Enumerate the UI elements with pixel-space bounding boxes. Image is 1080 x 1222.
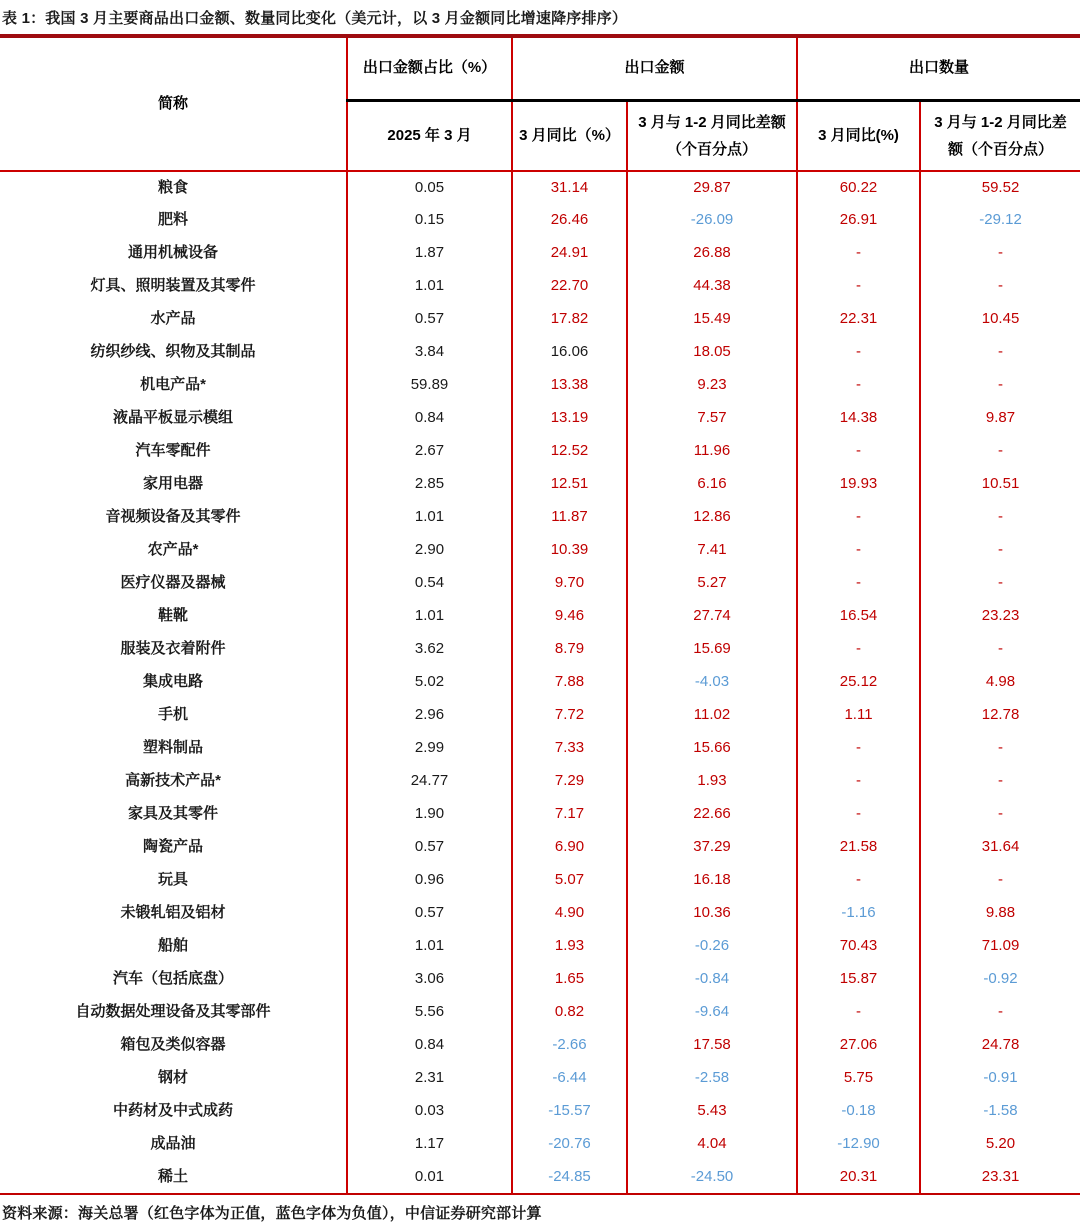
quantity-yoy-cell: - <box>797 270 920 303</box>
quantity-diff-cell: 9.87 <box>920 402 1080 435</box>
share-value-cell: 0.57 <box>347 831 512 864</box>
export-data-table <box>0 34 1080 1195</box>
share-value-cell: 0.57 <box>347 303 512 336</box>
share-value-cell: 2.90 <box>347 534 512 567</box>
quantity-diff-cell: - <box>920 798 1080 831</box>
amount-yoy-cell: 5.07 <box>512 864 627 897</box>
quantity-diff-cell: - <box>920 534 1080 567</box>
product-name-cell: 水产品 <box>150 310 196 328</box>
quantity-yoy-cell: - <box>797 765 920 798</box>
quantity-yoy-cell: 5.75 <box>797 1062 920 1095</box>
column-header-name: 简称 <box>0 36 347 171</box>
product-name-cell: 箱包及类似容器 <box>120 1036 226 1054</box>
quantity-yoy-cell: 60.22 <box>797 171 920 204</box>
table-row <box>0 501 1080 534</box>
amount-diff-cell: 10.36 <box>627 897 797 930</box>
table-header <box>0 36 1080 171</box>
share-value-cell: 3.62 <box>347 633 512 666</box>
table-row <box>0 1128 1080 1161</box>
quantity-diff-cell: 5.20 <box>920 1128 1080 1161</box>
quantity-diff-cell: 9.88 <box>920 897 1080 930</box>
table-row <box>0 1161 1080 1194</box>
amount-yoy-cell: 4.90 <box>512 897 627 930</box>
amount-diff-cell: 17.58 <box>627 1029 797 1062</box>
amount-yoy-cell: 31.14 <box>512 171 627 204</box>
quantity-diff-cell: - <box>920 336 1080 369</box>
amount-diff-cell: 5.27 <box>627 567 797 600</box>
column-header-share-period: 2025 年 3 月 <box>347 100 512 171</box>
table-row <box>0 567 1080 600</box>
table-row <box>0 369 1080 402</box>
product-name-cell: 中药材及中式成药 <box>112 1102 233 1120</box>
product-name-cell: 农产品* <box>147 541 199 559</box>
share-value-cell: 1.01 <box>347 501 512 534</box>
amount-diff-cell: 6.16 <box>627 468 797 501</box>
share-value-cell: 2.96 <box>347 699 512 732</box>
share-value-cell: 3.84 <box>347 336 512 369</box>
table-row <box>0 171 1080 204</box>
amount-diff-cell: 4.04 <box>627 1128 797 1161</box>
amount-yoy-cell: 8.79 <box>512 633 627 666</box>
quantity-yoy-cell: 26.91 <box>797 204 920 237</box>
product-name-cell: 肥料 <box>157 211 188 229</box>
quantity-yoy-cell: 15.87 <box>797 963 920 996</box>
amount-diff-cell: 18.05 <box>627 336 797 369</box>
amount-yoy-cell: 7.72 <box>512 699 627 732</box>
amount-yoy-cell: 7.17 <box>512 798 627 831</box>
product-name-cell: 成品油 <box>150 1135 196 1153</box>
column-header-share-group: 出口金额占比（%） <box>347 36 512 100</box>
product-name-cell: 粮食 <box>157 178 188 196</box>
column-header-amount-diff: 3 月与 1-2 月同比差额（个百分点） <box>627 100 797 171</box>
quantity-yoy-cell: 25.12 <box>797 666 920 699</box>
quantity-yoy-cell: - <box>797 237 920 270</box>
amount-diff-cell: 27.74 <box>627 600 797 633</box>
quantity-yoy-cell: - <box>797 864 920 897</box>
share-value-cell: 1.17 <box>347 1128 512 1161</box>
quantity-diff-cell: - <box>920 501 1080 534</box>
table-row <box>0 765 1080 798</box>
amount-yoy-cell: 12.51 <box>512 468 627 501</box>
product-name-cell: 鞋靴 <box>157 607 188 625</box>
column-header-amount-group: 出口金额 <box>512 36 797 100</box>
amount-diff-cell: 9.23 <box>627 369 797 402</box>
product-name-cell: 纺织纱线、织物及其制品 <box>90 343 256 361</box>
table-row <box>0 831 1080 864</box>
product-name-cell: 船舶 <box>157 937 188 955</box>
amount-diff-cell: 15.69 <box>627 633 797 666</box>
amount-diff-cell: 11.96 <box>627 435 797 468</box>
quantity-diff-cell: 24.78 <box>920 1029 1080 1062</box>
amount-diff-cell: -24.50 <box>627 1161 797 1194</box>
amount-diff-cell: 12.86 <box>627 501 797 534</box>
column-header-amount-yoy: 3 月同比（%） <box>512 100 627 171</box>
amount-yoy-cell: 12.52 <box>512 435 627 468</box>
table-body <box>0 171 1080 1194</box>
quantity-diff-cell: - <box>920 435 1080 468</box>
product-name-cell: 手机 <box>157 706 188 724</box>
amount-diff-cell: -4.03 <box>627 666 797 699</box>
amount-diff-cell: 44.38 <box>627 270 797 303</box>
quantity-yoy-cell: 70.43 <box>797 930 920 963</box>
amount-yoy-cell: 11.87 <box>512 501 627 534</box>
table-row <box>0 204 1080 237</box>
product-name-cell: 服装及衣着附件 <box>120 640 226 658</box>
quantity-yoy-cell: -1.16 <box>797 897 920 930</box>
column-header-quantity-yoy: 3 月同比(%) <box>797 100 920 171</box>
quantity-yoy-cell: 1.11 <box>797 699 920 732</box>
quantity-diff-cell: - <box>920 633 1080 666</box>
table-row <box>0 996 1080 1029</box>
share-value-cell: 59.89 <box>347 369 512 402</box>
amount-yoy-cell: 17.82 <box>512 303 627 336</box>
amount-yoy-cell: -24.85 <box>512 1161 627 1194</box>
share-value-cell: 0.84 <box>347 402 512 435</box>
share-value-cell: 0.57 <box>347 897 512 930</box>
quantity-yoy-cell: - <box>797 534 920 567</box>
table-row <box>0 699 1080 732</box>
product-name-cell: 家具及其零件 <box>127 805 218 823</box>
product-name-cell: 玩具 <box>157 871 188 889</box>
quantity-yoy-cell: - <box>797 435 920 468</box>
quantity-yoy-cell: - <box>797 798 920 831</box>
quantity-diff-cell: - <box>920 732 1080 765</box>
share-value-cell: 0.15 <box>347 204 512 237</box>
quantity-diff-cell: 10.45 <box>920 303 1080 336</box>
amount-diff-cell: 37.29 <box>627 831 797 864</box>
quantity-yoy-cell: 19.93 <box>797 468 920 501</box>
amount-diff-cell: 22.66 <box>627 798 797 831</box>
product-name-cell: 汽车零配件 <box>135 442 211 460</box>
amount-yoy-cell: 1.65 <box>512 963 627 996</box>
share-value-cell: 1.01 <box>347 270 512 303</box>
header-group-row <box>0 36 1080 100</box>
product-name-cell: 钢材 <box>157 1069 188 1087</box>
amount-yoy-cell: 7.33 <box>512 732 627 765</box>
quantity-yoy-cell: - <box>797 633 920 666</box>
table-row <box>0 1062 1080 1095</box>
amount-yoy-cell: 13.19 <box>512 402 627 435</box>
quantity-diff-cell: -0.91 <box>920 1062 1080 1095</box>
amount-yoy-cell: 6.90 <box>512 831 627 864</box>
share-value-cell: 0.54 <box>347 567 512 600</box>
quantity-diff-cell: - <box>920 237 1080 270</box>
share-value-cell: 0.03 <box>347 1095 512 1128</box>
amount-diff-cell: 26.88 <box>627 237 797 270</box>
amount-diff-cell: -2.58 <box>627 1062 797 1095</box>
amount-yoy-cell: 7.29 <box>512 765 627 798</box>
quantity-yoy-cell: 14.38 <box>797 402 920 435</box>
table-row <box>0 600 1080 633</box>
product-name-cell: 机电产品* <box>140 376 206 394</box>
amount-yoy-cell: 13.38 <box>512 369 627 402</box>
amount-yoy-cell: -20.76 <box>512 1128 627 1161</box>
amount-yoy-cell: -2.66 <box>512 1029 627 1062</box>
share-value-cell: 2.99 <box>347 732 512 765</box>
share-value-cell: 0.84 <box>347 1029 512 1062</box>
amount-yoy-cell: 0.82 <box>512 996 627 1029</box>
table-row <box>0 930 1080 963</box>
product-name-cell: 灯具、照明装置及其零件 <box>90 277 256 295</box>
quantity-yoy-cell: - <box>797 369 920 402</box>
source-note: 资料来源：海关总署（红色字体为正值，蓝色字体为负值），中信证券研究部计算 <box>2 1205 542 1222</box>
amount-yoy-cell: 9.46 <box>512 600 627 633</box>
amount-yoy-cell: 1.93 <box>512 930 627 963</box>
share-value-cell: 0.96 <box>347 864 512 897</box>
amount-yoy-cell: 16.06 <box>512 336 627 369</box>
quantity-yoy-cell: - <box>797 732 920 765</box>
quantity-yoy-cell: 20.31 <box>797 1161 920 1194</box>
quantity-diff-cell: -0.92 <box>920 963 1080 996</box>
quantity-diff-cell: - <box>920 996 1080 1029</box>
share-value-cell: 1.01 <box>347 930 512 963</box>
amount-diff-cell: 29.87 <box>627 171 797 204</box>
amount-yoy-cell: 22.70 <box>512 270 627 303</box>
quantity-diff-cell: - <box>920 369 1080 402</box>
column-header-quantity-diff: 3 月与 1-2 月同比差额（个百分点） <box>920 100 1080 171</box>
product-name-cell: 自动数据处理设备及其零部件 <box>75 1003 271 1021</box>
quantity-yoy-cell: 16.54 <box>797 600 920 633</box>
share-value-cell: 5.02 <box>347 666 512 699</box>
product-name-cell: 液晶平板显示模组 <box>112 409 233 427</box>
amount-diff-cell: 11.02 <box>627 699 797 732</box>
product-name-cell: 音视频设备及其零件 <box>105 508 241 526</box>
table-row <box>0 237 1080 270</box>
table-row <box>0 435 1080 468</box>
quantity-yoy-cell: - <box>797 501 920 534</box>
amount-diff-cell: 15.66 <box>627 732 797 765</box>
quantity-yoy-cell: -0.18 <box>797 1095 920 1128</box>
amount-diff-cell: -9.64 <box>627 996 797 1029</box>
quantity-diff-cell: - <box>920 270 1080 303</box>
product-name-cell: 家用电器 <box>142 475 203 493</box>
quantity-yoy-cell: 22.31 <box>797 303 920 336</box>
table-row <box>0 633 1080 666</box>
table-caption: 表 1：我国 3 月主要商品出口金额、数量同比变化（美元计，以 3 月金额同比增速降序排序） <box>2 10 628 27</box>
amount-diff-cell: -26.09 <box>627 204 797 237</box>
share-value-cell: 2.85 <box>347 468 512 501</box>
quantity-yoy-cell: - <box>797 996 920 1029</box>
quantity-yoy-cell: - <box>797 336 920 369</box>
table-row <box>0 336 1080 369</box>
table-row <box>0 732 1080 765</box>
quantity-yoy-cell: -12.90 <box>797 1128 920 1161</box>
amount-diff-cell: 5.43 <box>627 1095 797 1128</box>
amount-diff-cell: -0.26 <box>627 930 797 963</box>
quantity-yoy-cell: - <box>797 567 920 600</box>
quantity-diff-cell: - <box>920 765 1080 798</box>
amount-diff-cell: 7.41 <box>627 534 797 567</box>
share-value-cell: 1.90 <box>347 798 512 831</box>
amount-yoy-cell: 9.70 <box>512 567 627 600</box>
quantity-diff-cell: -29.12 <box>920 204 1080 237</box>
share-value-cell: 0.01 <box>347 1161 512 1194</box>
amount-yoy-cell: 10.39 <box>512 534 627 567</box>
amount-yoy-cell: 24.91 <box>512 237 627 270</box>
amount-diff-cell: -0.84 <box>627 963 797 996</box>
table-row <box>0 1095 1080 1128</box>
share-value-cell: 24.77 <box>347 765 512 798</box>
share-value-cell: 2.67 <box>347 435 512 468</box>
table-row <box>0 303 1080 336</box>
product-name-cell: 汽车（包括底盘） <box>112 970 233 988</box>
table-row <box>0 666 1080 699</box>
quantity-diff-cell: 4.98 <box>920 666 1080 699</box>
table-row <box>0 864 1080 897</box>
quantity-diff-cell: 31.64 <box>920 831 1080 864</box>
quantity-diff-cell: 10.51 <box>920 468 1080 501</box>
quantity-diff-cell: 23.31 <box>920 1161 1080 1194</box>
amount-yoy-cell: 26.46 <box>512 204 627 237</box>
product-name-cell: 陶瓷产品 <box>142 838 203 856</box>
product-name-cell: 集成电路 <box>142 673 203 691</box>
table-row <box>0 534 1080 567</box>
quantity-yoy-cell: 27.06 <box>797 1029 920 1062</box>
table-row <box>0 963 1080 996</box>
share-value-cell: 1.87 <box>347 237 512 270</box>
quantity-yoy-cell: 21.58 <box>797 831 920 864</box>
share-value-cell: 5.56 <box>347 996 512 1029</box>
product-name-cell: 通用机械设备 <box>127 244 218 262</box>
share-value-cell: 2.31 <box>347 1062 512 1095</box>
quantity-diff-cell: 71.09 <box>920 930 1080 963</box>
amount-diff-cell: 7.57 <box>627 402 797 435</box>
table-row <box>0 270 1080 303</box>
table-row <box>0 798 1080 831</box>
column-header-quantity-group: 出口数量 <box>797 36 1080 100</box>
amount-diff-cell: 15.49 <box>627 303 797 336</box>
product-name-cell: 稀土 <box>157 1167 188 1185</box>
quantity-diff-cell: - <box>920 567 1080 600</box>
table-row <box>0 468 1080 501</box>
share-value-cell: 1.01 <box>347 600 512 633</box>
amount-diff-cell: 16.18 <box>627 864 797 897</box>
quantity-diff-cell: 59.52 <box>920 171 1080 204</box>
amount-yoy-cell: 7.88 <box>512 666 627 699</box>
share-value-cell: 0.05 <box>347 171 512 204</box>
product-name-cell: 未锻轧铝及铝材 <box>120 904 226 922</box>
table-row <box>0 1029 1080 1062</box>
quantity-diff-cell: 12.78 <box>920 699 1080 732</box>
quantity-diff-cell: 23.23 <box>920 600 1080 633</box>
amount-yoy-cell: -15.57 <box>512 1095 627 1128</box>
table-row <box>0 897 1080 930</box>
product-name-cell: 医疗仪器及器械 <box>120 574 226 592</box>
product-name-cell: 塑料制品 <box>142 739 203 757</box>
amount-yoy-cell: -6.44 <box>512 1062 627 1095</box>
quantity-diff-cell: - <box>920 864 1080 897</box>
share-value-cell: 3.06 <box>347 963 512 996</box>
product-name-cell: 高新技术产品* <box>125 772 221 790</box>
table-row <box>0 402 1080 435</box>
amount-diff-cell: 1.93 <box>627 765 797 798</box>
quantity-diff-cell: -1.58 <box>920 1095 1080 1128</box>
